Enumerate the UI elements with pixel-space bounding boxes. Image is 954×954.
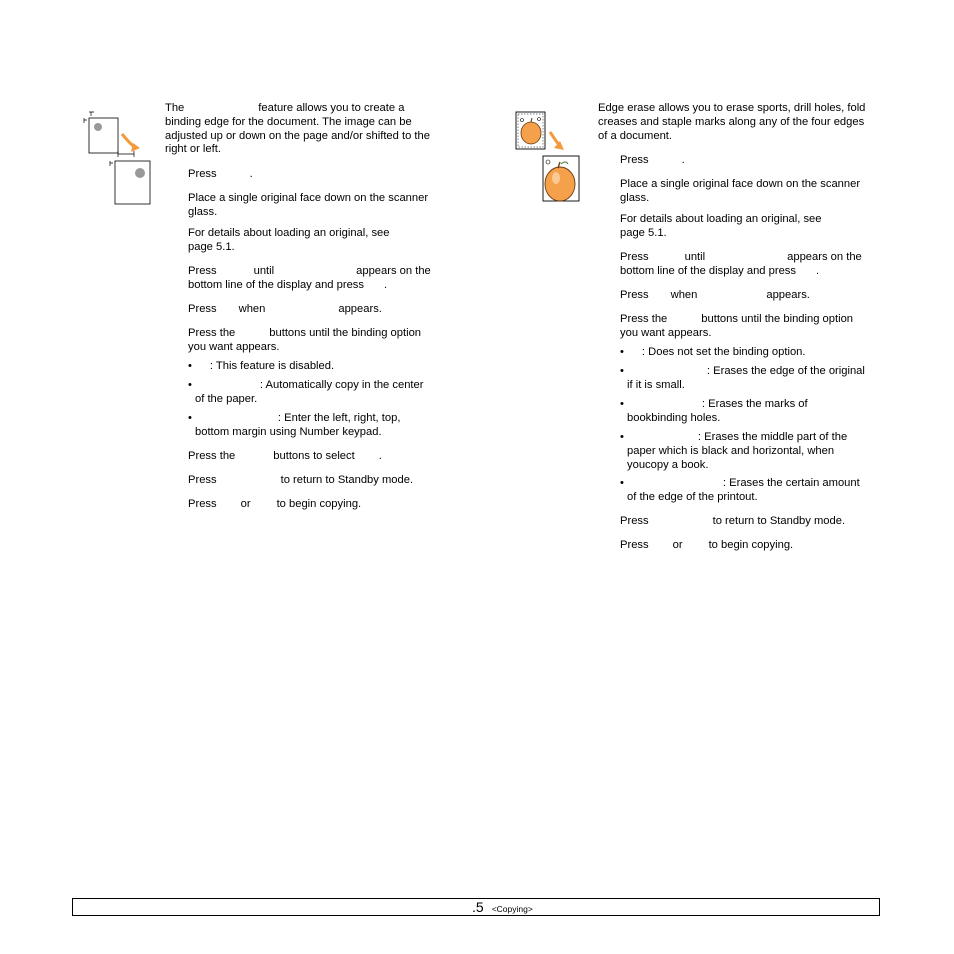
option-bullet-5-line-2: of the edge of the printout. (627, 491, 758, 503)
margin-shift-illustration (82, 110, 154, 208)
step-5-line-2: you want appears. (188, 341, 280, 353)
original-with-marks-icon (516, 112, 545, 149)
step-1: Press . (620, 154, 685, 166)
step-7: Press to return to Standby mode. (188, 474, 414, 486)
step-2-note-line-1: For details about loading an original, see (620, 213, 822, 225)
page-footer (472, 899, 533, 917)
intro-line-2: binding edge for the document. The image can be (165, 116, 412, 128)
step-2-line-2: glass. (188, 206, 218, 218)
intro-line-1: Edge erase allows you to erase sports, drill holes, fold (598, 102, 866, 114)
step-2-note-line-2: page 5.1. (620, 227, 667, 239)
intro-line-4: right or left. (165, 143, 221, 155)
step-3-line-1: Press until appears on the (188, 265, 431, 277)
step-5-line-2: you want appears. (620, 327, 712, 339)
option-bullet-1: • : Does not set the binding option. (620, 346, 806, 358)
option-bullet-3-line-1: • : Enter the left, right, top, (188, 412, 401, 424)
step-7: Press or to begin copying. (620, 539, 794, 551)
step-4: Press when appears. (620, 289, 810, 301)
option-bullet-4-line-3: youcopy a book. (627, 459, 709, 471)
step-5-line-1: Press the buttons until the binding option (188, 327, 422, 339)
step-2-note-line-2: page 5.1. (188, 241, 235, 253)
option-bullet-3-line-2: bottom margin using Number keypad. (195, 426, 382, 438)
step-3-line-1: Press until appears on the (620, 251, 862, 263)
option-bullet-4-line-1: • : Erases the middle part of the (620, 431, 848, 443)
intro-line-3: adjusted up or down on the page and/or shifted to the (165, 130, 430, 142)
step-1: Press . (188, 168, 253, 180)
shifted-page-icon (110, 151, 150, 204)
option-bullet-2-line-1: • : Erases the edge of the original (620, 365, 865, 377)
step-3-line-2: bottom line of the display and press . (620, 265, 820, 277)
intro-line-2: creases and staple marks along any of the four edges (598, 116, 865, 128)
page-number: .5 (472, 899, 484, 915)
step-2-line-1: Place a single original face down on the scanner (620, 178, 861, 190)
option-bullet-2-line-2: of the paper. (195, 393, 258, 405)
option-bullet-3-line-2: bookbinding holes. (627, 412, 721, 424)
original-page-icon (84, 112, 118, 153)
step-3-line-2: bottom line of the display and press . (188, 279, 388, 291)
step-4: Press when appears. (188, 303, 382, 315)
intro-line-3: of a document. (598, 130, 673, 142)
option-bullet-3-line-1: • : Erases the marks of (620, 398, 808, 410)
option-bullet-1: • : This feature is disabled. (188, 360, 335, 372)
step-2-line-2: glass. (620, 192, 650, 204)
intro-line-1: The feature allows you to create a (165, 102, 405, 114)
erased-result-icon (543, 156, 579, 201)
edge-erase-illustration (514, 110, 582, 205)
step-6: Press to return to Standby mode. (620, 515, 846, 527)
step-2-note-line-1: For details about loading an original, see (188, 227, 390, 239)
step-8: Press or to begin copying. (188, 498, 362, 510)
step-5-line-1: Press the buttons until the binding option (620, 313, 854, 325)
option-bullet-2-line-1: • : Automatically copy in the center (188, 379, 424, 391)
option-bullet-2-line-2: if it is small. (627, 379, 685, 391)
option-bullet-5-line-1: • : Erases the certain amount (620, 477, 860, 489)
step-2-line-1: Place a single original face down on the scanner (188, 192, 429, 204)
option-bullet-4-line-2: paper which is black and horizontal, when (627, 445, 835, 457)
section-label: <Copying> (491, 904, 533, 914)
step-6: Press the buttons to select . (188, 450, 382, 462)
